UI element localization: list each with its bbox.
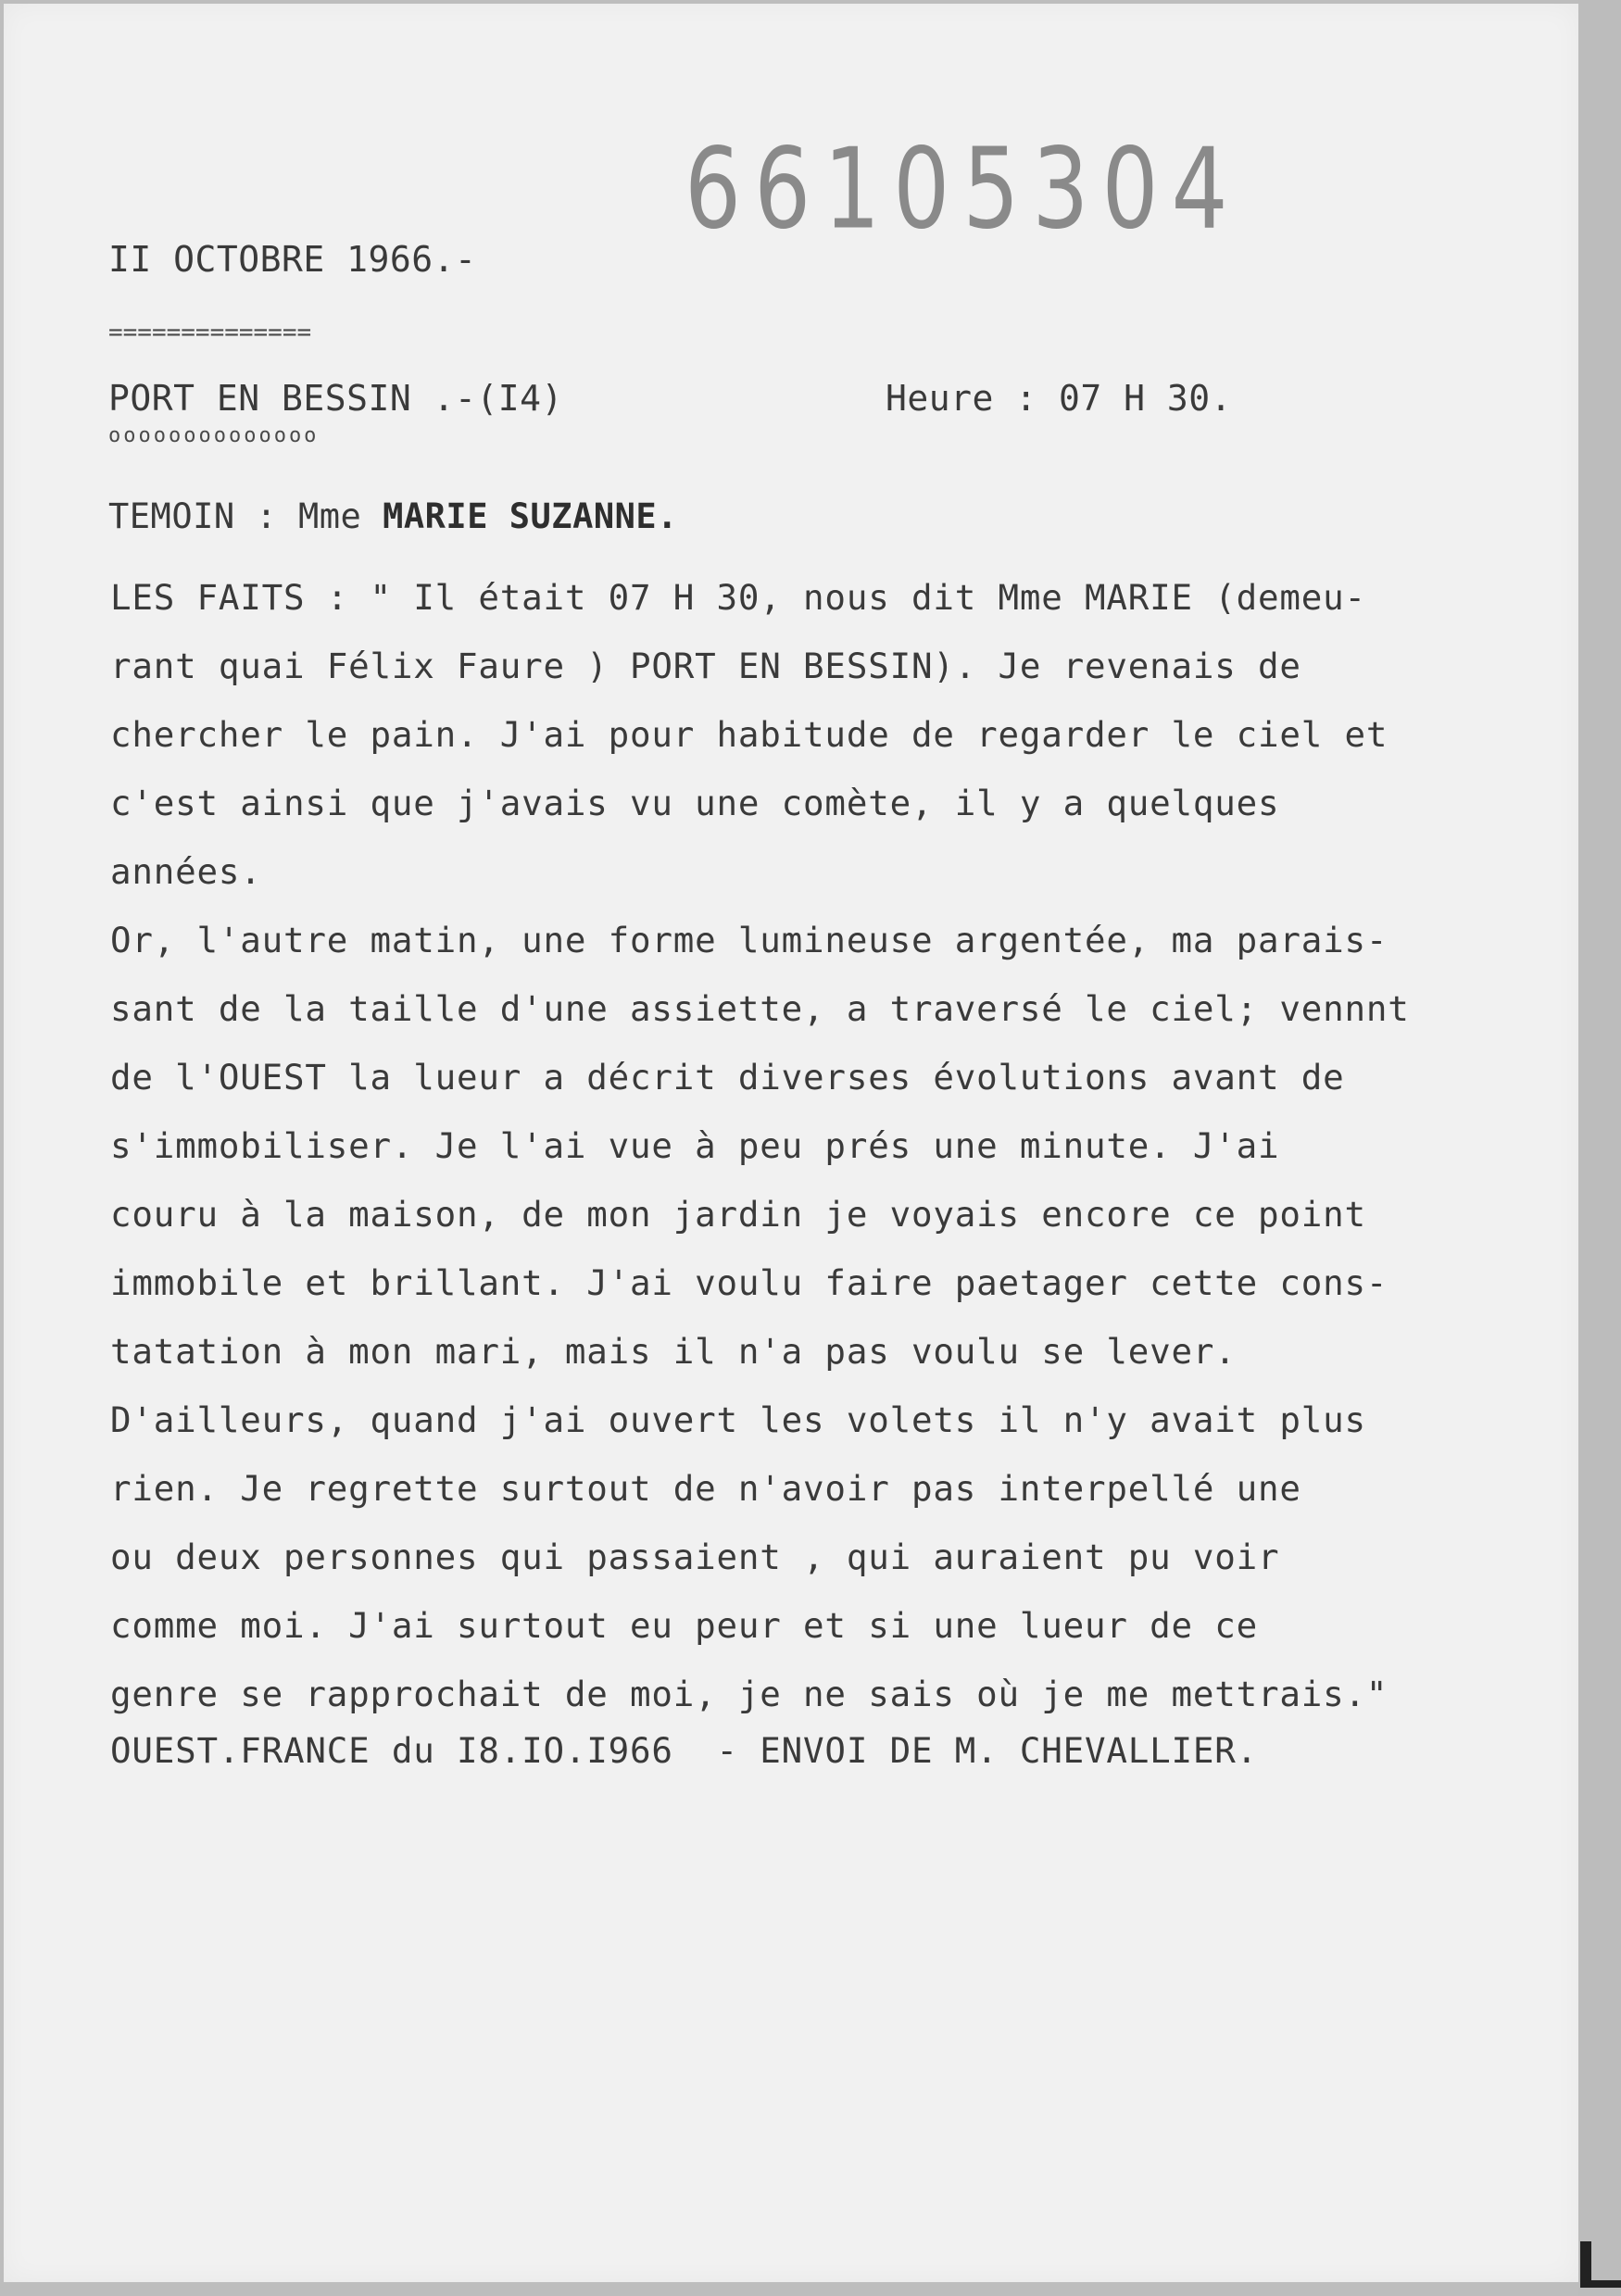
testimony-body	[110, 563, 1574, 1728]
testimony-line: Or, l'autre matin, une forme lumineuse argentée, ma parais-	[110, 920, 1389, 960]
testimony-line: c'est ainsi que j'avais vu une comète, il y a quelques	[110, 783, 1280, 823]
location-underline: oooooooooooooo	[108, 424, 320, 447]
testimony-line: rien. Je regrette surtout de n'avoir pas interpellé une	[110, 1468, 1301, 1509]
witness-name: MARIE SUZANNE.	[383, 496, 678, 536]
testimony-line: années.	[110, 851, 262, 892]
testimony-line: ou deux personnes qui passaient , qui auraient pu voir	[110, 1537, 1280, 1577]
document-date: II OCTOBRE 1966.-	[108, 239, 477, 280]
date-underline: ==============	[108, 319, 312, 346]
witness-label: TEMOIN : Mme	[108, 496, 383, 536]
testimony-line: chercher le pain. J'ai pour habitude de regarder le ciel et	[110, 714, 1389, 755]
scan-corner-mark	[1580, 2280, 1621, 2288]
document-page	[4, 4, 1578, 2282]
location: PORT EN BESSIN .-(I4)	[108, 378, 563, 419]
testimony-line: s'immobiliser. Je l'ai vue à peu prés une minute. J'ai	[110, 1125, 1280, 1166]
stamp-number: 66105304	[685, 124, 1241, 254]
testimony-line: tatation à mon mari, mais il n'a pas voulu se lever.	[110, 1331, 1237, 1372]
witness-line	[108, 496, 678, 536]
testimony-line: rant quai Félix Faure ) PORT EN BESSIN). Je revenais de	[110, 646, 1301, 686]
testimony-line: LES FAITS : " Il était 07 H 30, nous dit Mme MARIE (demeu-	[110, 577, 1366, 618]
time: Heure : 07 H 30.	[886, 378, 1233, 419]
testimony-line: couru à la maison, de mon jardin je voyais encore ce point	[110, 1194, 1366, 1235]
scan-margin	[1578, 0, 1621, 2296]
testimony-line: comme moi. J'ai surtout eu peur et si une lueur de ce	[110, 1605, 1258, 1646]
testimony-line: de l'OUEST la lueur a décrit diverses évolutions avant de	[110, 1057, 1345, 1098]
testimony-line: sant de la taille d'une assiette, a traversé le ciel; vennnt	[110, 988, 1410, 1029]
testimony-line: immobile et brillant. J'ai voulu faire paetager cette cons-	[110, 1262, 1389, 1303]
testimony-line: genre se rapprochait de moi, je ne sais où je me mettrais."	[110, 1674, 1389, 1714]
testimony-line: D'ailleurs, quand j'ai ouvert les volets il n'y avait plus	[110, 1399, 1366, 1440]
source-citation: OUEST.FRANCE du I8.IO.I966 - ENVOI DE M. CHEVALLIER.	[110, 1730, 1258, 1771]
